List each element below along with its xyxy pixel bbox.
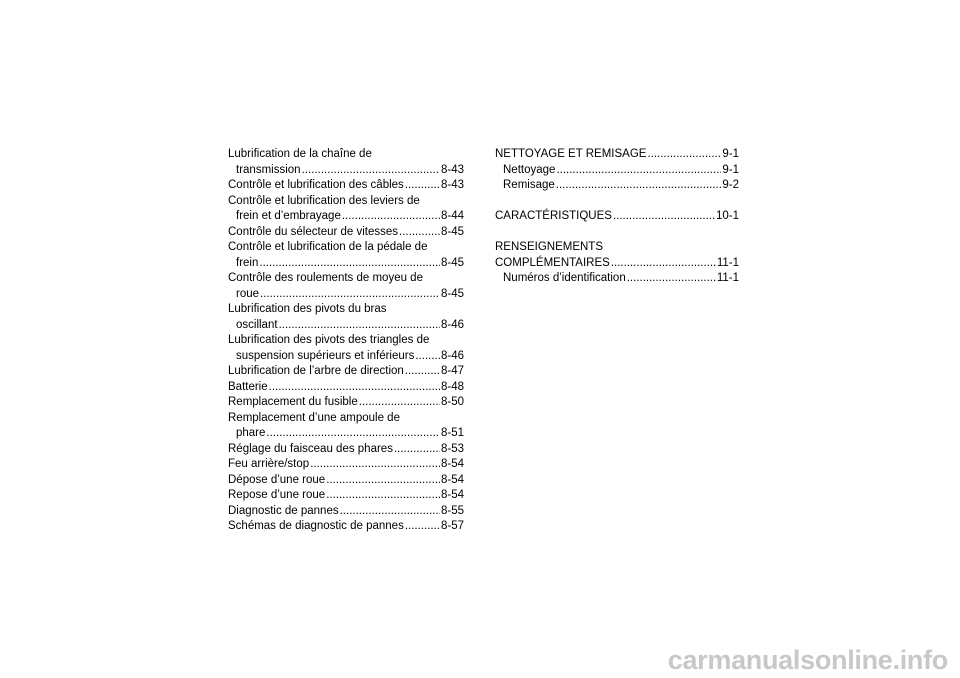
toc-entry-levers[interactable] — [228, 209, 464, 225]
toc-entry-troubleshooting-charts[interactable] — [228, 519, 464, 535]
dot-leader — [269, 380, 440, 396]
toc-left-column — [228, 147, 464, 535]
toc-entry-cleaning[interactable] — [495, 163, 739, 179]
toc-entry-label: Numéros d’identification — [503, 272, 626, 284]
dot-leader — [556, 178, 722, 194]
dot-leader — [279, 318, 440, 334]
toc-entry-label: Dépose d’une roue — [228, 473, 326, 486]
toc-entry-label: CARACTÉRISTIQUES — [495, 210, 612, 222]
toc-entry-label: Nettoyage — [503, 163, 556, 176]
toc-page-number: 8-46 — [440, 349, 464, 362]
toc-entry-label: oscillant — [236, 318, 278, 331]
toc-page-number: 9-1 — [722, 148, 739, 160]
toc-page-number: 8-48 — [440, 380, 464, 393]
toc-page-number: 11-1 — [716, 272, 739, 284]
dot-leader — [405, 178, 440, 194]
toc-entry-consumer-info[interactable] — [495, 256, 739, 272]
toc-entry-chain-lube[interactable] — [228, 163, 464, 179]
spacer — [495, 194, 739, 210]
toc-entry-wheel-removal[interactable] — [228, 473, 464, 489]
dot-leader — [259, 256, 440, 272]
dot-leader — [260, 287, 440, 303]
toc-entry-label: Batterie — [228, 380, 268, 393]
toc-entry-label: frein et d’embrayage — [236, 210, 341, 222]
toc-entry-storage[interactable] — [495, 178, 739, 194]
toc-entry-cables[interactable] — [228, 178, 464, 194]
toc-entry-headlight-bulb[interactable] — [228, 426, 464, 442]
dot-leader — [556, 163, 721, 179]
dot-leader — [405, 519, 440, 535]
dot-leader — [266, 426, 440, 442]
toc-entry-identification-numbers[interactable] — [495, 271, 739, 287]
toc-entry-troubleshooting[interactable] — [228, 504, 464, 520]
dot-leader — [326, 473, 440, 489]
toc-entry-tail-brake-light[interactable] — [228, 457, 464, 473]
dot-leader — [647, 147, 721, 163]
toc-page-number: 8-45 — [440, 225, 464, 238]
dot-leader — [627, 271, 716, 287]
toc-entry-label: Réglage du faisceau des phares — [228, 442, 393, 455]
toc-entry-label: Contrôle du sélecteur de vitesses — [228, 225, 399, 238]
toc-entry-a-arms[interactable] — [228, 349, 464, 365]
toc-page-number: 8-45 — [440, 287, 464, 300]
toc-entry-specifications[interactable] — [495, 209, 739, 225]
toc-entry-wheel-bearings[interactable] — [228, 287, 464, 303]
toc-entry-levers-line1: Contrôle et lubrification des leviers de — [228, 194, 420, 207]
toc-page-number: 8-54 — [440, 489, 464, 501]
toc-page-number: 8-43 — [440, 179, 464, 191]
dot-leader — [310, 457, 440, 473]
spacer — [495, 225, 739, 241]
toc-page-number: 8-55 — [440, 504, 464, 517]
toc-entry-label: Feu arrière/stop — [228, 458, 310, 470]
toc-page-number: 8-45 — [440, 256, 464, 269]
dot-leader — [611, 256, 716, 272]
toc-entry-label: Schémas de diagnostic de pannes — [228, 520, 404, 532]
toc-entry-fuse[interactable] — [228, 395, 464, 411]
toc-page-number: 8-44 — [440, 210, 464, 222]
toc-right-column — [495, 147, 739, 287]
toc-entry-wheel-bearings-line1: Contrôle des roulements de moyeu de — [228, 272, 423, 284]
dot-leader — [359, 395, 440, 411]
dot-leader — [394, 442, 440, 458]
toc-entry-label: frein — [236, 256, 259, 269]
toc-entry-battery[interactable] — [228, 380, 464, 396]
toc-page-number: 8-54 — [440, 458, 464, 470]
toc-entry-label: roue — [236, 287, 260, 300]
toc-entry-wheel-install[interactable] — [228, 488, 464, 504]
dot-leader — [613, 209, 715, 225]
dot-leader — [340, 504, 440, 520]
toc-entry-shift-selector[interactable] — [228, 225, 464, 241]
toc-entry-label: phare — [236, 427, 266, 439]
toc-entry-swingarm[interactable] — [228, 318, 464, 334]
toc-entry-label: suspension supérieurs et inférieurs — [236, 349, 415, 362]
dot-leader — [415, 349, 440, 365]
toc-entry-chain-lube-line1: Lubrification de la chaîne de — [228, 148, 372, 160]
toc-page-number: 9-2 — [722, 179, 739, 191]
toc-entry-label: COMPLÉMENTAIRES — [495, 256, 610, 269]
toc-entry-label: Remplacement du fusible — [228, 396, 358, 408]
toc-page-number: 9-1 — [722, 163, 739, 176]
toc-page-number: 8-51 — [440, 427, 464, 439]
toc-page-number: 11-1 — [716, 256, 739, 269]
toc-page-number: 8-53 — [440, 442, 464, 455]
toc-page-number: 8-54 — [440, 473, 464, 486]
toc-page-number: 8-46 — [440, 318, 464, 331]
toc-entry-cleaning-storage[interactable] — [495, 147, 739, 163]
toc-page-number: 8-43 — [440, 163, 464, 176]
toc-entry-consumer-info-line1: RENSEIGNEMENTS — [495, 241, 603, 253]
toc-entry-label: Repose d’une roue — [228, 489, 326, 501]
toc-entry-label: Contrôle et lubrification des câbles — [228, 179, 404, 191]
toc-entry-headlight-bulb-line1: Remplacement d’une ampoule de — [228, 411, 400, 424]
dot-leader — [326, 488, 440, 504]
toc-page-number: 10-1 — [715, 210, 739, 222]
toc-entry-label: Remisage — [503, 179, 555, 191]
dot-leader — [405, 364, 440, 380]
toc-entry-brake-pedal-line1: Contrôle et lubrification de la pédale de — [228, 241, 428, 253]
toc-entry-headlight-beam[interactable] — [228, 442, 464, 458]
dot-leader — [342, 209, 440, 225]
toc-entry-steering-shaft[interactable] — [228, 364, 464, 380]
toc-page-number: 8-47 — [440, 365, 464, 377]
toc-entry-label: Lubrification de l’arbre de direction — [228, 365, 404, 377]
toc-entry-brake-pedal[interactable] — [228, 256, 464, 272]
toc-entry-a-arms-line1: Lubrification des pivots des triangles de — [228, 334, 430, 346]
toc-page-number: 8-50 — [440, 396, 464, 408]
toc-entry-label: Diagnostic de pannes — [228, 504, 339, 517]
dot-leader — [399, 225, 440, 241]
site-watermark: carmanualsonline.info — [667, 645, 948, 675]
toc-entry-label: transmission — [236, 163, 301, 176]
toc-page-number: 8-57 — [440, 520, 464, 532]
toc-entry-label: NETTOYAGE ET REMISAGE — [495, 148, 647, 160]
dot-leader — [302, 163, 440, 179]
toc-entry-swingarm-line1: Lubrification des pivots du bras — [228, 303, 387, 315]
